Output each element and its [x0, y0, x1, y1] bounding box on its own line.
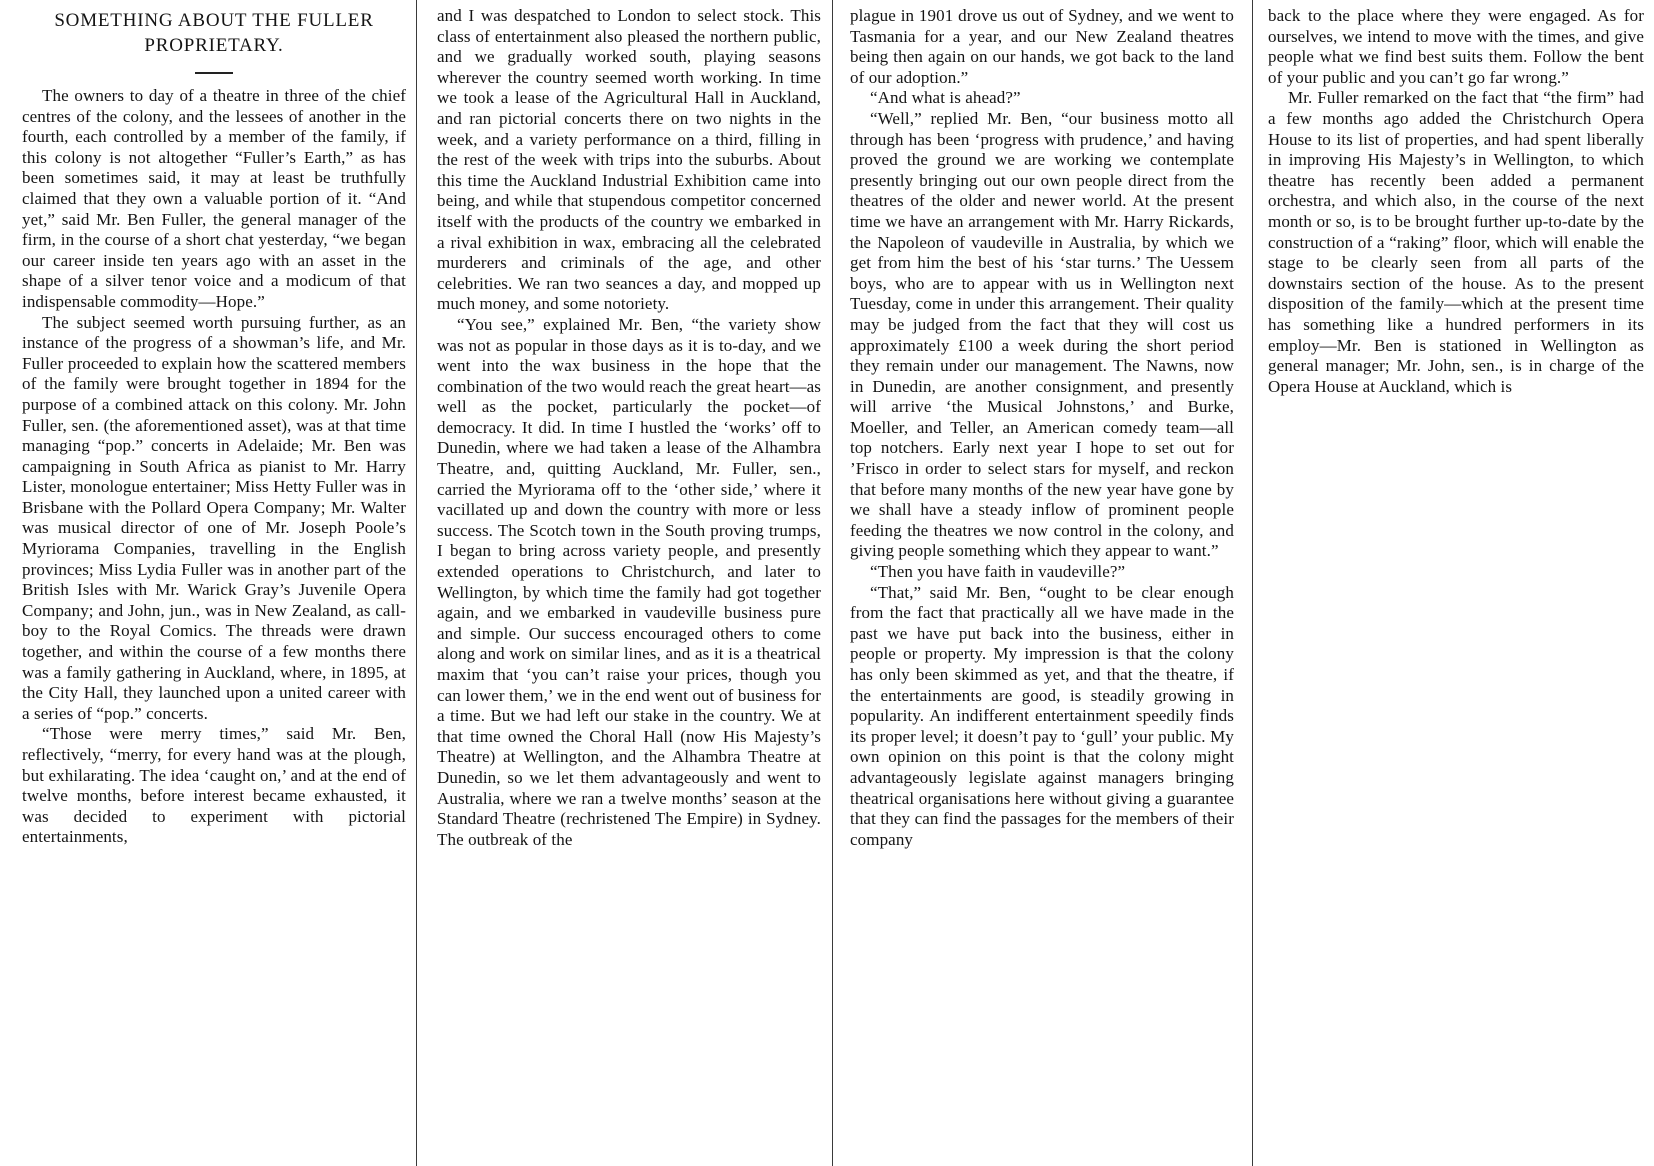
column-rule — [416, 0, 417, 1166]
paragraph: “You see,” explained Mr. Ben, “the variety show was not as popular in those days as it is to-day, and we went into the wax business in the hope that the combination of the two would reach the great heart—as well as the pocket, particularly the pocket—of democracy. It did. In time I hustled the ‘works’ off to Dunedin, where we had taken a lease of the Alhambra Theatre, and, quitting Auckland, Mr. Fuller, sen., carried the Myriorama off to the ‘other side,’ where it vacillated up and down the country with more or less success. The Scotch town in the South proving trumps, I began to bring across variety people, and presently extended operations to Christchurch, and later to Wellington, by which time the family had got together again, and we embarked in vaudeville business pure and simple. Our success encouraged others to come along and work on similar lines, and as it is a theatrical maxim that ‘you can’t raise your prices, though you can lower them,’ we in the end went out of business for a time. But we had left our stake in the country. We at that time owned the Choral Hall (now His Majesty’s Theatre) at Wellington, and the Alhambra Theatre at Dunedin, so we let them advantageously and went to Australia, where we ran a twelve months’ season at the Standard Theatre (rechristened The Empire) in Sydney. The outbreak of the — [437, 314, 821, 849]
article-column-3 — [850, 6, 1234, 1162]
column-rule — [1252, 0, 1253, 1166]
article-column-4 — [1268, 6, 1644, 1162]
paragraph: back to the place where they were engaged. As for ourselves, we intend to move with the times, and give people what we find best suits them. Follow the bent of your public and you can’t go far wrong.” — [1268, 6, 1644, 87]
headline-divider — [195, 72, 233, 74]
paragraph: The subject seemed worth pursuing further, as an instance of the progress of a showman’s life, and Mr. Fuller proceeded to explain how the scattered members of the family were brought together in 1894 for the purpose of a combined attack on this colony. Mr. John Fuller, sen. (the aforementioned asset), was at that time managing “pop.” concerts in Adelaide; Mr. Ben was campaigning in South Africa as pianist to Mr. Harry Lister, monologue entertainer; Miss Hetty Fuller was in Brisbane with the Pollard Opera Company; Mr. Walter was musical director of one of Mr. Joseph Poole’s Myriorama Companies, travelling in the English provinces; Miss Lydia Fuller was in another part of the British Isles with Mr. Warick Gray’s Juvenile Opera Company; and John, jun., was in New Zealand, as call-boy to the Royal Comics. The threads were drawn together, and within the course of a few months there was a family gathering in Auckland, where, in 1895, at the City Hall, they launched upon a united career with a series of “pop.” concerts. — [22, 312, 406, 723]
paragraph: “Those were merry times,” said Mr. Ben, reflectively, “merry, for every hand was at the plough, but exhilarating. The idea ‘caught on,’ and at the end of twelve months, before interest became exhausted, it was decided to experiment with pictorial entertainments, — [22, 724, 406, 847]
paragraph: Mr. Fuller remarked on the fact that “the firm” had a few months ago added the Christchurch Opera House to its list of properties, and had spent liberally in improving His Majesty’s in Wellington, to which theatre has recently been added a permanent orchestra, and which also, in the course of the next month or so, is to be brought further up-to-date by the construction of a “raking” floor, which will enable the stage to be clearly seen from all parts of the downstairs section of the house. As to the present disposition of the family—which at the present time has something like a hundred performers in its employ—Mr. Ben is stationed in Wellington as general manager; Mr. John, sen., is in charge of the Opera House at Auckland, which is — [1268, 88, 1644, 396]
paragraph: “That,” said Mr. Ben, “ought to be clear enough from the fact that practically all we have made in the past we have put back into the business, either in people or property. My impression is that the colony has only been skimmed as yet, and that the theatre, if the entertainments are good, is steadily growing in popularity. An indifferent entertainment speedily finds its proper level; it doesn’t pay to ‘gull’ your public. My own opinion on this point is that the colony might advantageously legislate against managers bringing theatrical organisations here without giving a guarantee that they can find the passages for the members of their company — [850, 582, 1234, 849]
paragraph: “And what is ahead?” — [870, 88, 1021, 108]
column-rule — [832, 0, 833, 1166]
paragraph: “Well,” replied Mr. Ben, “our business motto all through has been ‘progress with prudence,’ and having proved the ground we are working we contemplate presently bringing out our own people direct from the theatres of the older and newer world. At the present time we have an arrangement with Mr. Harry Rickards, the Napoleon of vaudeville in Australia, by which we get from him the best of his ‘star turns.’ The Uessem boys, who are to appear with us in Wellington next Tuesday, come in under this arrangement. Their quality may be judged from the fact that they will cost us approximately £100 a week during the short period they remain under our management. The Nawns, now in Dunedin, are another consignment, and presently will arrive ‘the Musical Johnstons,’ and Burke, Moeller, and Teller, an American comedy team—all top notchers. Early next year I hope to set out for ’Frisco in order to select stars for myself, and reckon that before many months of the new year have gone by we shall have a steady inflow of prominent people feeding the theatres we now control in the colony, and giving people something which they appear to want.” — [850, 108, 1234, 561]
article-column-2 — [437, 6, 821, 1162]
paragraph: The owners to day of a theatre in three of the chief centres of the colony, and the lessees of another in the fourth, each controlled by a member of the family, if this colony is not altogether “Fuller’s Earth,” as has been sometimes said, it may at least be truthfully claimed that they own a valuable portion of it. “And yet,” said Mr. Ben Fuller, the general manager of the firm, in the course of a short chat yesterday, “we began our career inside ten years ago with an asset in the shape of a silver tenor voice and a modicum of that indispensable commodity—Hope.” — [22, 86, 406, 311]
paragraph: “Then you have faith in vaudeville?” — [870, 562, 1126, 582]
paragraph: plague in 1901 drove us out of Sydney, and we went to Tasmania for a year, and our New Zealand theatres being then again on our hands, we got back to the land of our adoption.” — [850, 6, 1234, 87]
article-headline: SOMETHING ABOUT THE FULLER PROPRIETARY. — [54, 10, 374, 56]
paragraph: and I was despatched to London to select stock. This class of entertainment also pleased the northern public, and we gradually worked south, playing seasons wherever the country seemed worth working. In time we took a lease of the Agricultural Hall in Auckland, and ran pictorial concerts there on two nights in the week, and a variety performance on a third, filling in the rest of the week with trips into the suburbs. About this time the Auckland Industrial Exhibition came into being, and while that stupendous competitor concerned itself with the products of the country we embarked in a rival exhibition in wax, embracing all the celebrated murderers and criminals of the age, and other celebrities. We ran two seances a day, and mopped up much money, and some notoriety. — [437, 6, 821, 314]
article-column-1 — [22, 6, 406, 1162]
